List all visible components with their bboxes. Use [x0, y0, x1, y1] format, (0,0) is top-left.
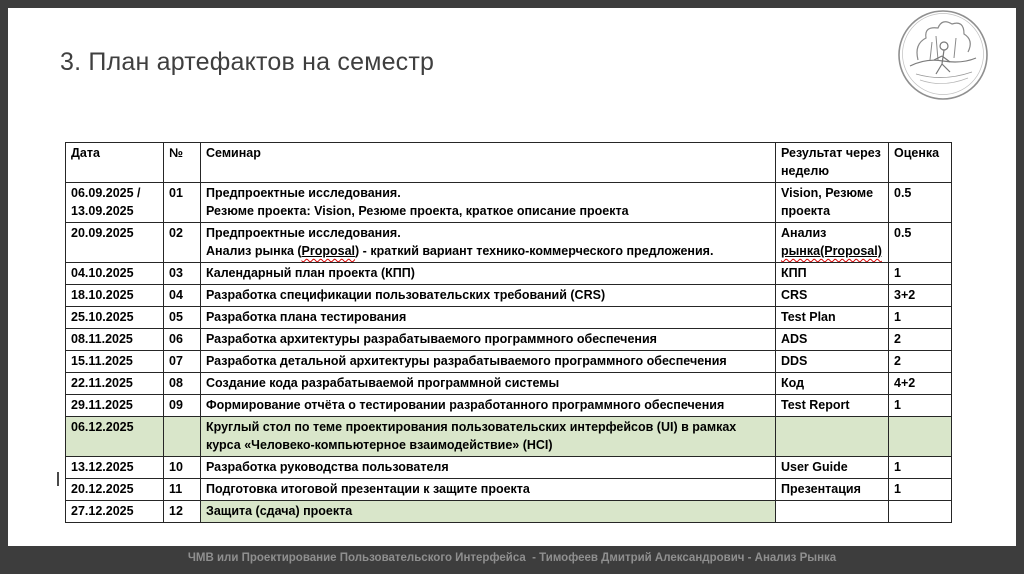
result-cell: ADS	[776, 329, 889, 351]
artifact-table	[65, 142, 952, 523]
seminar-cell: Разработка плана тестирования	[201, 307, 776, 329]
grade-cell: 1	[889, 263, 952, 285]
table-row	[66, 395, 952, 417]
date-cell: 06.09.2025 / 13.09.2025	[66, 183, 164, 223]
grade-cell: 2	[889, 351, 952, 373]
seminar-cell: Защита (сдача) проекта	[201, 501, 776, 523]
text-segment: Резюме проекта: Vision, Резюме проекта, краткое описание проекта	[206, 204, 629, 218]
table-row	[66, 457, 952, 479]
num-cell: 05	[164, 307, 201, 329]
grade-cell	[889, 417, 952, 457]
grade-cell: 1	[889, 457, 952, 479]
num-cell	[164, 417, 201, 457]
column-header: №	[164, 143, 201, 183]
table-row	[66, 183, 952, 223]
num-cell: 03	[164, 263, 201, 285]
link-text[interactable]: рынка(Proposal)	[781, 244, 882, 258]
date-cell: 13.12.2025	[66, 457, 164, 479]
text-segment: Анализ рынка (	[206, 244, 302, 258]
date-cell: 20.09.2025	[66, 223, 164, 263]
seminar-cell	[201, 183, 776, 223]
result-cell	[776, 223, 889, 263]
table-row	[66, 307, 952, 329]
table-row	[66, 223, 952, 263]
seminar-cell: Календарный план проекта (КПП)	[201, 263, 776, 285]
date-cell: 25.10.2025	[66, 307, 164, 329]
seminar-cell: Разработка руководства пользователя	[201, 457, 776, 479]
text-segment: Предпроектные исследования.	[206, 186, 401, 200]
table-row	[66, 263, 952, 285]
result-cell: DDS	[776, 351, 889, 373]
text-segment: ) - краткий вариант технико-коммерческого предложения.	[355, 244, 714, 258]
num-cell: 08	[164, 373, 201, 395]
text-segment: Анализ	[781, 226, 827, 240]
date-cell: 15.11.2025	[66, 351, 164, 373]
result-cell: Test Plan	[776, 307, 889, 329]
result-cell: КПП	[776, 263, 889, 285]
num-cell: 01	[164, 183, 201, 223]
num-cell: 12	[164, 501, 201, 523]
table-row	[66, 351, 952, 373]
seminar-cell: Разработка детальной архитектуры разрабатываемого программного обеспечения	[201, 351, 776, 373]
page-title: 3. План артефактов на семестр	[60, 48, 435, 76]
text-segment: Предпроектные исследования.	[206, 226, 401, 240]
grade-cell: 1	[889, 307, 952, 329]
seminar-cell: Круглый стол по теме проектирования пользовательских интерфейсов (UI) в рамках курса «Человеко-компьютерное взаимодействие» (HCI)	[201, 417, 776, 457]
date-cell: 29.11.2025	[66, 395, 164, 417]
slide-footer: ЧМВ или Проектирование Пользовательского Интерфейса - Тимофеев Дмитрий Александрович - Анализ Рынка	[187, 552, 837, 564]
seminar-cell: Разработка архитектуры разрабатываемого программного обеспечения	[201, 329, 776, 351]
seminar-cell: Формирование отчёта о тестировании разработанного программного обеспечения	[201, 395, 776, 417]
link-text[interactable]: Proposal	[301, 244, 356, 258]
seminar-cell: Создание кода разрабатываемой программной системы	[201, 373, 776, 395]
column-header: Дата	[66, 143, 164, 183]
column-header: Семинар	[201, 143, 776, 183]
seminar-cell	[201, 223, 776, 263]
table-row	[66, 329, 952, 351]
grade-cell: 2	[889, 329, 952, 351]
result-cell: Презентация	[776, 479, 889, 501]
num-cell: 06	[164, 329, 201, 351]
grade-cell: 0.5	[889, 183, 952, 223]
column-header: Результат через неделю	[776, 143, 889, 183]
date-cell: 18.10.2025	[66, 285, 164, 307]
table-body	[66, 183, 952, 523]
num-cell: 11	[164, 479, 201, 501]
grade-cell	[889, 501, 952, 523]
num-cell: 02	[164, 223, 201, 263]
num-cell: 04	[164, 285, 201, 307]
grade-cell: 1	[889, 395, 952, 417]
column-header: Оценка	[889, 143, 952, 183]
table-row	[66, 373, 952, 395]
date-cell: 22.11.2025	[66, 373, 164, 395]
university-logo-icon	[896, 8, 990, 102]
date-cell: 06.12.2025	[66, 417, 164, 457]
slide	[8, 8, 1016, 546]
result-cell: Vision, Резюме проекта	[776, 183, 889, 223]
header-row	[66, 143, 952, 183]
date-cell: 04.10.2025	[66, 263, 164, 285]
result-cell	[776, 417, 889, 457]
result-cell: Код	[776, 373, 889, 395]
num-cell: 07	[164, 351, 201, 373]
result-cell: User Guide	[776, 457, 889, 479]
grade-cell: 3+2	[889, 285, 952, 307]
grade-cell: 0.5	[889, 223, 952, 263]
grade-cell: 1	[889, 479, 952, 501]
table-row	[66, 479, 952, 501]
grade-cell: 4+2	[889, 373, 952, 395]
table-row	[66, 285, 952, 307]
seminar-cell: Разработка спецификации пользовательских требований (CRS)	[201, 285, 776, 307]
date-cell: 08.11.2025	[66, 329, 164, 351]
date-cell: 20.12.2025	[66, 479, 164, 501]
num-cell: 09	[164, 395, 201, 417]
text-cursor	[57, 472, 59, 486]
result-cell: CRS	[776, 285, 889, 307]
date-cell: 27.12.2025	[66, 501, 164, 523]
num-cell: 10	[164, 457, 201, 479]
result-cell: Test Report	[776, 395, 889, 417]
table-row	[66, 501, 952, 523]
seminar-cell: Подготовка итоговой презентации к защите проекта	[201, 479, 776, 501]
table-row	[66, 417, 952, 457]
result-cell	[776, 501, 889, 523]
